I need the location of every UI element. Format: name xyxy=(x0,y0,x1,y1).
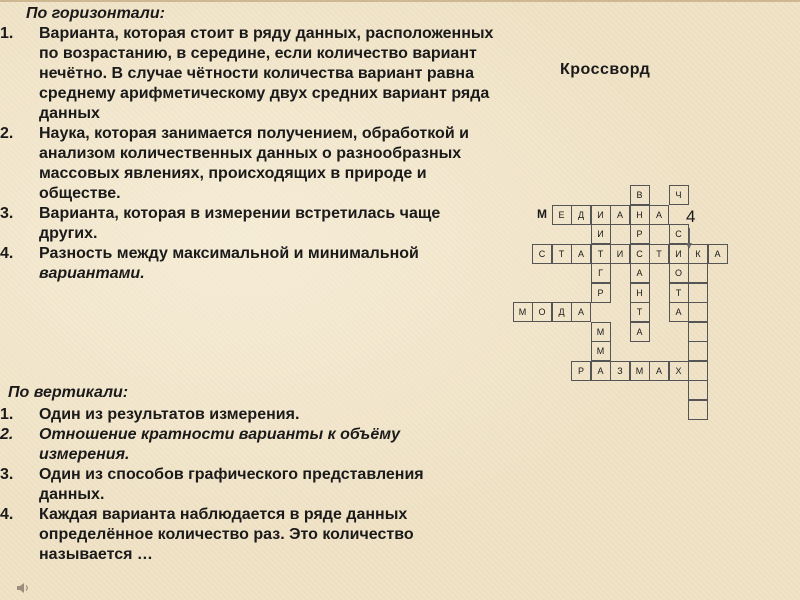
clue-number: 4. xyxy=(0,506,14,523)
crossword-cell[interactable]: А xyxy=(630,263,650,283)
down-arrow-icon xyxy=(689,228,690,248)
crossword-cell[interactable] xyxy=(688,380,708,400)
crossword-cell[interactable]: А xyxy=(571,302,591,322)
crossword-cell[interactable] xyxy=(688,400,708,420)
clue-number: 1. xyxy=(0,406,14,423)
crossword-cell[interactable]: С xyxy=(532,244,552,264)
crossword-cell[interactable]: В xyxy=(630,185,650,205)
clue-number: 4. xyxy=(0,245,14,262)
clue-number: 3. xyxy=(0,466,14,483)
crossword-cell[interactable]: О xyxy=(669,263,689,283)
crossword-cell[interactable]: Г xyxy=(591,263,611,283)
crossword-cell[interactable] xyxy=(688,361,708,381)
clue-number: 2. xyxy=(0,125,14,142)
crossword-cell[interactable]: И xyxy=(610,244,630,264)
clue-text: Один из результатов измерения. xyxy=(39,406,300,423)
crossword-cell[interactable]: М xyxy=(630,361,650,381)
crossword-cell[interactable]: С xyxy=(669,224,689,244)
horizontal-heading: По горизонтали: xyxy=(26,5,165,22)
crossword-cell[interactable]: А xyxy=(571,244,591,264)
crossword-cell[interactable]: Х xyxy=(669,361,689,381)
crossword-cell[interactable]: Н xyxy=(630,205,650,225)
crossword-cell[interactable]: Т xyxy=(630,302,650,322)
crossword-cell[interactable]: М xyxy=(513,302,533,322)
speaker-icon[interactable] xyxy=(16,581,30,595)
crossword-cell[interactable]: И xyxy=(591,224,611,244)
crossword-cell[interactable]: Р xyxy=(591,283,611,303)
clue-text: Каждая варианта наблюдается в ряде данных определённое количество раз. Это количество называется … xyxy=(39,506,414,563)
crossword-cell[interactable]: Р xyxy=(571,361,591,381)
clue-text: Наука, которая занимается получением, обработкой и анализом количественных данных о разнообразных массовых явлениях, происходящих в природе и обществе. xyxy=(39,125,469,202)
crossword-cell[interactable] xyxy=(688,302,708,322)
crossword-cell[interactable]: Е xyxy=(552,205,572,225)
crossword-cell[interactable]: Ч xyxy=(669,185,689,205)
crossword-cell[interactable]: М xyxy=(591,341,611,361)
clue-number: 3. xyxy=(0,205,14,222)
crossword-cell[interactable]: Р xyxy=(630,224,650,244)
clue-text: Варианта, которая стоит в ряду данных, расположенных по возрастанию, в середине, если количество вариант нечётно. В случае чётности количества вариант равна среднему арифметическому двух средних вариант ряда данных xyxy=(39,25,494,122)
grid-badge-letter: М xyxy=(537,207,547,221)
clue-number: 2. xyxy=(0,426,14,443)
crossword-cell[interactable] xyxy=(688,322,708,342)
crossword-cell[interactable] xyxy=(688,341,708,361)
clue-text: Разность между максимальной и минимальной xyxy=(39,245,419,262)
crossword-cell[interactable]: Т xyxy=(552,244,572,264)
clue-text-italic: вариантами. xyxy=(39,265,145,282)
crossword-cell[interactable]: А xyxy=(708,244,728,264)
clue-number-4: 4 xyxy=(686,207,696,226)
crossword-cell[interactable]: Т xyxy=(649,244,669,264)
crossword-cell[interactable] xyxy=(688,283,708,303)
crossword-cell[interactable]: А xyxy=(610,205,630,225)
crossword-cell[interactable]: А xyxy=(591,361,611,381)
crossword-title: Кроссворд xyxy=(560,61,651,78)
clue-text: Один из способов графического представления данных. xyxy=(39,466,424,503)
crossword-cell[interactable]: А xyxy=(669,302,689,322)
crossword-cell[interactable]: Т xyxy=(591,244,611,264)
crossword-cell[interactable]: Т xyxy=(669,283,689,303)
clue-text: Отношение кратности варианты к объёму измерения. xyxy=(39,426,400,463)
crossword-cell[interactable]: А xyxy=(630,322,650,342)
crossword-cell[interactable]: И xyxy=(669,244,689,264)
crossword-cell[interactable]: Д xyxy=(552,302,572,322)
crossword-cell[interactable]: З xyxy=(610,361,630,381)
clue-number: 1. xyxy=(0,25,14,42)
crossword-cell[interactable]: М xyxy=(591,322,611,342)
crossword-cell[interactable]: К xyxy=(688,244,708,264)
crossword-cell[interactable]: С xyxy=(630,244,650,264)
crossword-cell[interactable]: О xyxy=(532,302,552,322)
clue-text: Варианта, которая в измерении встретилась чаще других. xyxy=(39,205,441,242)
crossword-cell[interactable]: А xyxy=(649,361,669,381)
crossword-cell[interactable]: Д xyxy=(571,205,591,225)
crossword-cell[interactable]: Н xyxy=(630,283,650,303)
crossword-cell[interactable]: И xyxy=(591,205,611,225)
crossword-cell[interactable]: А xyxy=(649,205,669,225)
vertical-heading: По вертикали: xyxy=(8,384,129,401)
crossword-cell[interactable] xyxy=(688,263,708,283)
